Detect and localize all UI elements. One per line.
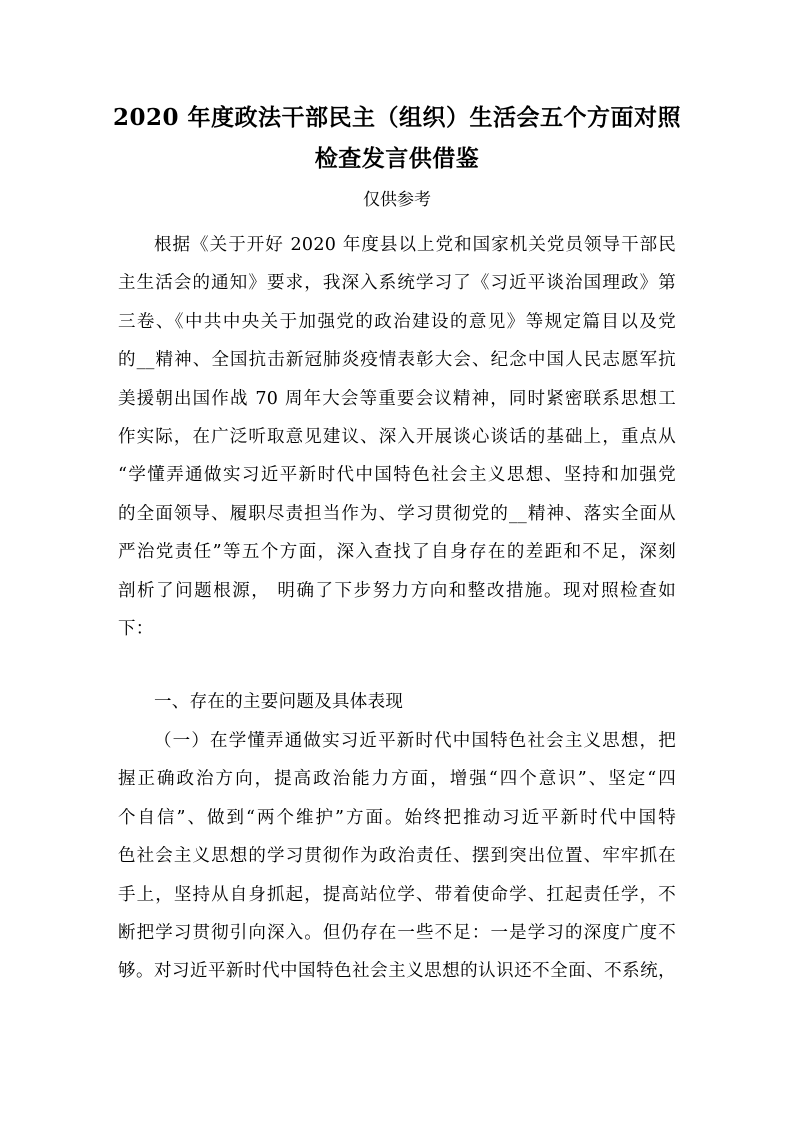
paragraph-line: 的全面领导、履职尽责担当作为、学习贯彻党的__精神、落实全面从 <box>118 503 676 524</box>
paragraph-line: 主生活会的通知》要求，我深入系统学习了《习近平谈治国理政》第 <box>118 273 676 294</box>
paragraph-line: 美援朝出国作战 70 周年大会等重要会议精神，同时紧密联系思想工 <box>118 388 676 409</box>
document-title-line-1: 2020 年度政法干部民主（组织）生活会五个方面对照 <box>112 104 682 131</box>
paragraph-line: 够。对习近平新时代中国特色社会主义思想的认识还不全面、不系统， <box>118 961 676 982</box>
paragraph-line: 的__精神、全国抗击新冠肺炎疫情表彰大会、纪念中国人民志愿军抗 <box>118 350 676 371</box>
paragraph-line: 个自信”、做到“两个维护”方面。始终把推动习近平新时代中国特 <box>118 807 676 828</box>
paragraph-line: 根据《关于开好 2020 年度县以上党和国家机关党员领导干部民 <box>154 235 676 255</box>
document-subtitle: 仅供参考 <box>363 190 431 210</box>
section-heading-text: 一、存在的主要问题及具体表现 <box>154 692 404 712</box>
paragraph-line: “学懂弄通做实习近平新时代中国特色社会主义思想、坚持和加强党 <box>118 465 676 486</box>
paragraph-line: （一）在学懂弄通做实习近平新时代中国特色社会主义思想，把 <box>154 731 676 751</box>
document-title-line-2: 检查发言供借鉴 <box>314 145 480 172</box>
paragraph-line: 三卷、《中共中央关于加强党的政治建设的意见》等规定篇目以及党 <box>118 311 676 332</box>
paragraph-line: 色社会主义思想的学习贯彻作为政治责任、摆到突出位置、牢牢抓在 <box>118 846 676 867</box>
intro-paragraph <box>118 226 676 648</box>
paragraph-line: 手上，坚持从自身抓起，提高站位学、带着使命学、扛起责任学，不 <box>118 884 676 905</box>
paragraph-line: 剖析了问题根源， 明确了下步努力方向和整改措施。现对照检查如 <box>118 580 676 601</box>
section-paragraph <box>118 722 676 991</box>
paragraph-line: 作实际，在广泛听取意见建议、深入开展谈心谈话的基础上，重点从 <box>118 426 676 447</box>
paragraph-line: 握正确政治方向，提高政治能力方面，增强“四个意识”、坚定“四 <box>118 769 676 790</box>
paragraph-line: 断把学习贯彻引向深入。但仍存在一些不足：一是学习的深度广度不 <box>118 922 676 943</box>
section-heading <box>118 683 676 721</box>
paragraph-line: 严治党责任”等五个方面，深入查找了自身存在的差距和不足，深刻 <box>118 542 676 563</box>
paragraph-line: 下： <box>118 618 154 639</box>
